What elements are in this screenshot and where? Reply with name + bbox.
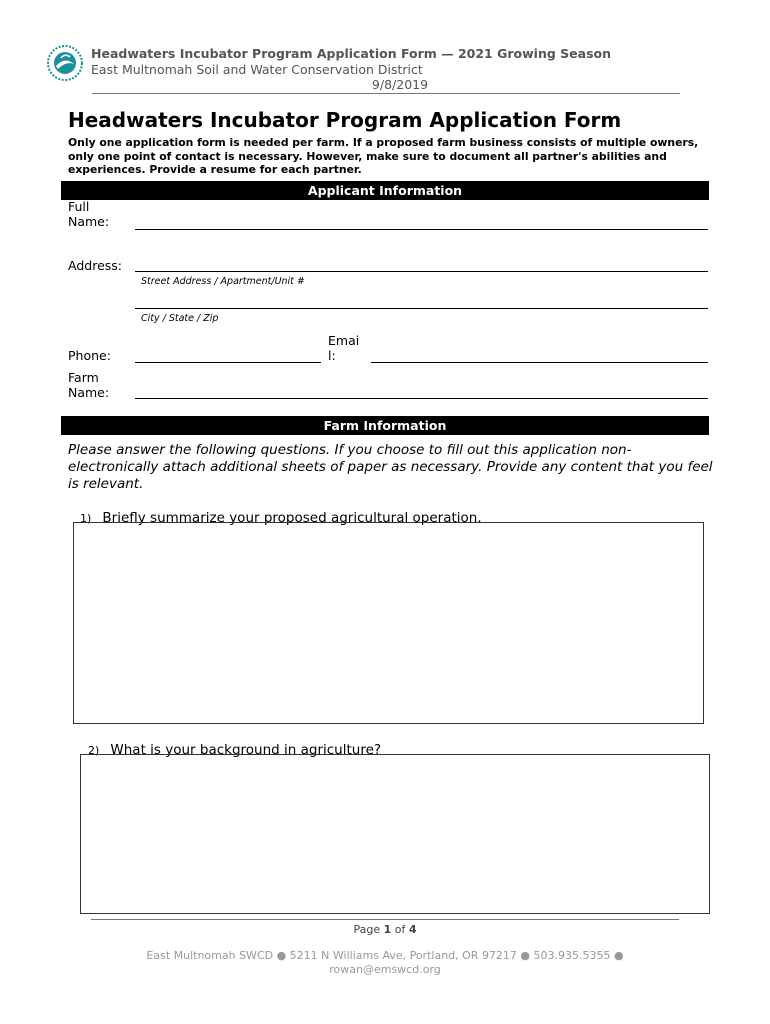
email-label-line2: l: — [328, 348, 336, 363]
emswcd-logo-icon — [46, 44, 84, 82]
full-name-label — [68, 199, 109, 229]
page-current: 1 — [383, 923, 392, 936]
question-2-text: What is your background in agriculture? — [110, 742, 382, 758]
footer-contact — [100, 949, 670, 977]
page-of: of — [391, 923, 409, 936]
question-1-number: 1) — [80, 512, 92, 525]
email-label — [328, 333, 359, 363]
footer-address: East Multnomah SWCD ● 5211 N Williams Ave, Portland, OR 97217 ● 503.935.5355 ● — [146, 949, 624, 962]
email-field[interactable] — [371, 362, 708, 363]
header-organization: East Multnomah Soil and Water Conservation District — [91, 62, 423, 77]
farm-section-bar: Farm Information — [61, 416, 709, 435]
phone-field[interactable] — [135, 362, 321, 363]
street-address-hint: Street Address / Apartment/Unit # — [141, 276, 305, 287]
address-label: Address: — [68, 258, 122, 273]
footer-email[interactable]: rowan@emswcd.org — [329, 963, 441, 976]
page-prefix: Page — [353, 923, 384, 936]
farm-name-label — [68, 370, 109, 400]
farm-name-label-line2: Name: — [68, 385, 110, 400]
form-title: Headwaters Incubator Program Application Form — [68, 108, 622, 132]
question-1-text: Briefly summarize your proposed agricultural operation. — [102, 510, 482, 526]
header-date: 9/8/2019 — [371, 77, 429, 92]
email-label-line1: Emai — [328, 333, 360, 348]
farm-name-field[interactable] — [135, 398, 708, 399]
page-total: 4 — [408, 923, 417, 936]
full-name-label-line1: Full — [68, 199, 90, 214]
street-address-field[interactable] — [135, 271, 708, 272]
full-name-label-line2: Name: — [68, 214, 110, 229]
city-state-zip-field[interactable] — [135, 308, 708, 309]
header-title: Headwaters Incubator Program Application Form — 2021 Growing Season — [91, 46, 611, 61]
page-number — [300, 923, 470, 936]
farm-instructions: Please answer the following questions. If you choose to fill out this application non-electronically attach additional sheets of paper as necessary. Provide any content that you feel is relevant. — [68, 442, 713, 492]
question-1-answer-box[interactable] — [73, 522, 704, 724]
farm-name-label-line1: Farm — [68, 370, 99, 385]
question-2-answer-box[interactable] — [80, 754, 710, 914]
header-divider — [92, 93, 680, 94]
form-intro: Only one application form is needed per farm. If a proposed farm business consists of multiple owners, only one point of contact is necessary. However, make sure to document all partner's abilities and experiences. Provide a resume for each partner. — [68, 136, 699, 176]
phone-label: Phone: — [68, 348, 111, 363]
question-2-number: 2) — [88, 744, 100, 757]
city-state-zip-hint: City / State / Zip — [141, 313, 219, 324]
footer-divider — [91, 919, 679, 920]
full-name-field[interactable] — [135, 229, 708, 230]
applicant-section-bar: Applicant Information — [61, 181, 709, 200]
